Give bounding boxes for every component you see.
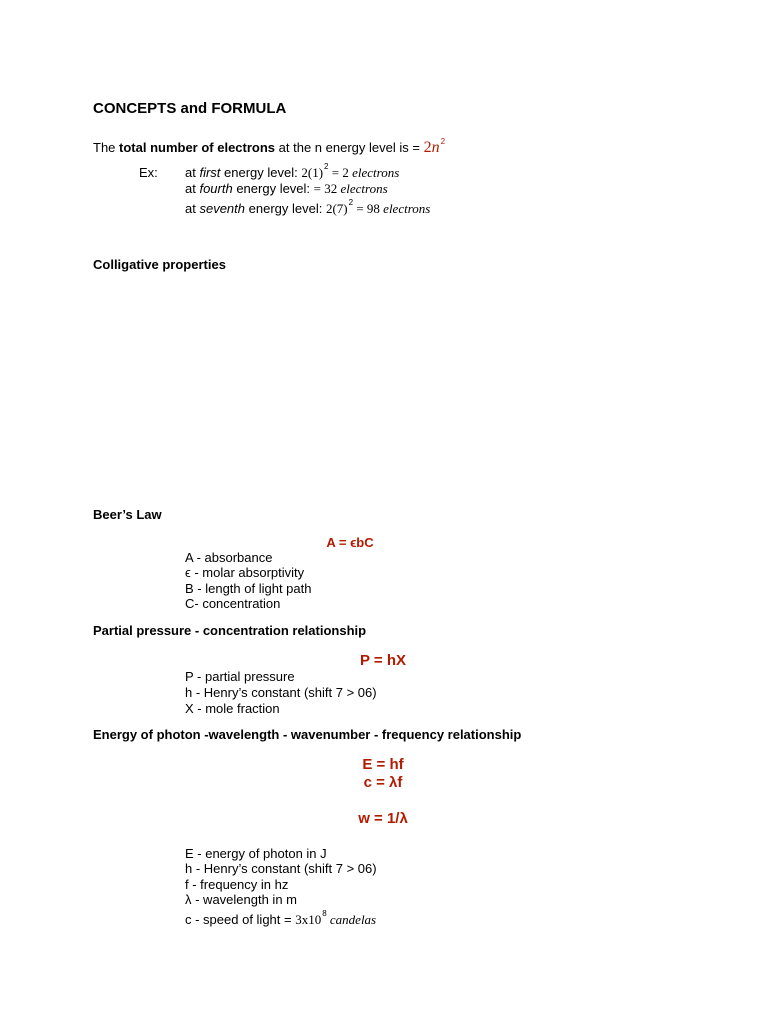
definition-item: f - frequency in hz — [185, 876, 289, 892]
example-post: energy level: — [245, 201, 326, 216]
example-math-result: = 98 — [353, 201, 384, 216]
definition-item: B - length of light path — [185, 580, 312, 596]
definition-item: h - Henry’s constant (shift 7 > 06) — [185, 861, 377, 877]
example-post: energy level: — [232, 181, 314, 196]
example-math-unit: electrons — [383, 201, 431, 216]
example-ordinal: seventh — [199, 201, 246, 216]
colligative-heading: Colligative properties — [93, 257, 226, 272]
beers-law-equation: A = ϵbC — [326, 535, 374, 550]
definition-item: C- concentration — [185, 595, 281, 611]
speed-of-light-line — [185, 909, 377, 930]
photon-equation-wavenumber: w = 1/λ — [358, 810, 408, 827]
example-ordinal: first — [199, 165, 221, 180]
speed-base: 3x10 — [295, 912, 322, 927]
formula-exp: 2 — [440, 137, 446, 146]
speed-exp: 8 — [322, 909, 327, 918]
example-pre: at — [185, 201, 200, 216]
example-pre: at — [185, 165, 200, 180]
beers-law-heading: Beer’s Law — [93, 507, 162, 522]
example-math-result: = 2 — [328, 165, 353, 180]
example-math-unit: electrons — [352, 165, 400, 180]
ex-label: Ex: — [139, 165, 158, 180]
definition-item: A - absorbance — [185, 550, 273, 565]
example-math-exp: 2 — [324, 162, 329, 171]
partial-pressure-definitions — [185, 669, 377, 717]
example-post: energy level: — [220, 165, 302, 180]
speed-prefix: c - speed of light = — [185, 912, 296, 927]
definition-item: h - Henry’s constant (shift 7 > 06) — [185, 685, 377, 700]
beers-law-definitions — [185, 550, 311, 611]
example-math-base: 2(7) — [325, 201, 348, 216]
example-ordinal: fourth — [199, 181, 233, 196]
example-line — [185, 198, 431, 219]
sentence-bold: total number of electrons — [119, 140, 276, 155]
photon-heading: Energy of photon -wavelength - wavenumber - frequency relationship — [93, 727, 522, 742]
photon-equation-speed: c = λf — [363, 774, 403, 791]
electrons-sentence — [93, 137, 446, 158]
definition-item: X - mole fraction — [185, 701, 280, 716]
partial-pressure-heading: Partial pressure - concentration relationship — [93, 623, 367, 638]
example-math-result: = 32 — [313, 181, 341, 196]
sentence-suffix: at the n energy level is = — [275, 140, 424, 155]
example-pre: at — [185, 181, 200, 196]
definition-item: E - energy of photon in J — [185, 846, 327, 861]
formula-coef: 2 — [423, 139, 432, 156]
definition-item: ϵ - molar absorptivity — [185, 565, 305, 581]
partial-pressure-equation: P = hX — [360, 652, 406, 669]
photon-equation-energy: E = hf — [362, 756, 404, 773]
photon-definitions — [185, 846, 377, 907]
example-math-unit: electrons — [340, 181, 388, 196]
example-math-base: 2(1) — [301, 165, 324, 180]
definition-item: λ - wavelength in m — [185, 891, 297, 907]
sentence-prefix: The — [93, 140, 120, 155]
example-math-exp: 2 — [348, 198, 354, 207]
definition-item: P - partial pressure — [185, 669, 295, 684]
formula-var: n — [431, 139, 440, 156]
speed-unit: candelas — [326, 912, 377, 927]
example-line — [185, 181, 388, 197]
page-title: CONCEPTS and FORMULA — [93, 100, 287, 117]
